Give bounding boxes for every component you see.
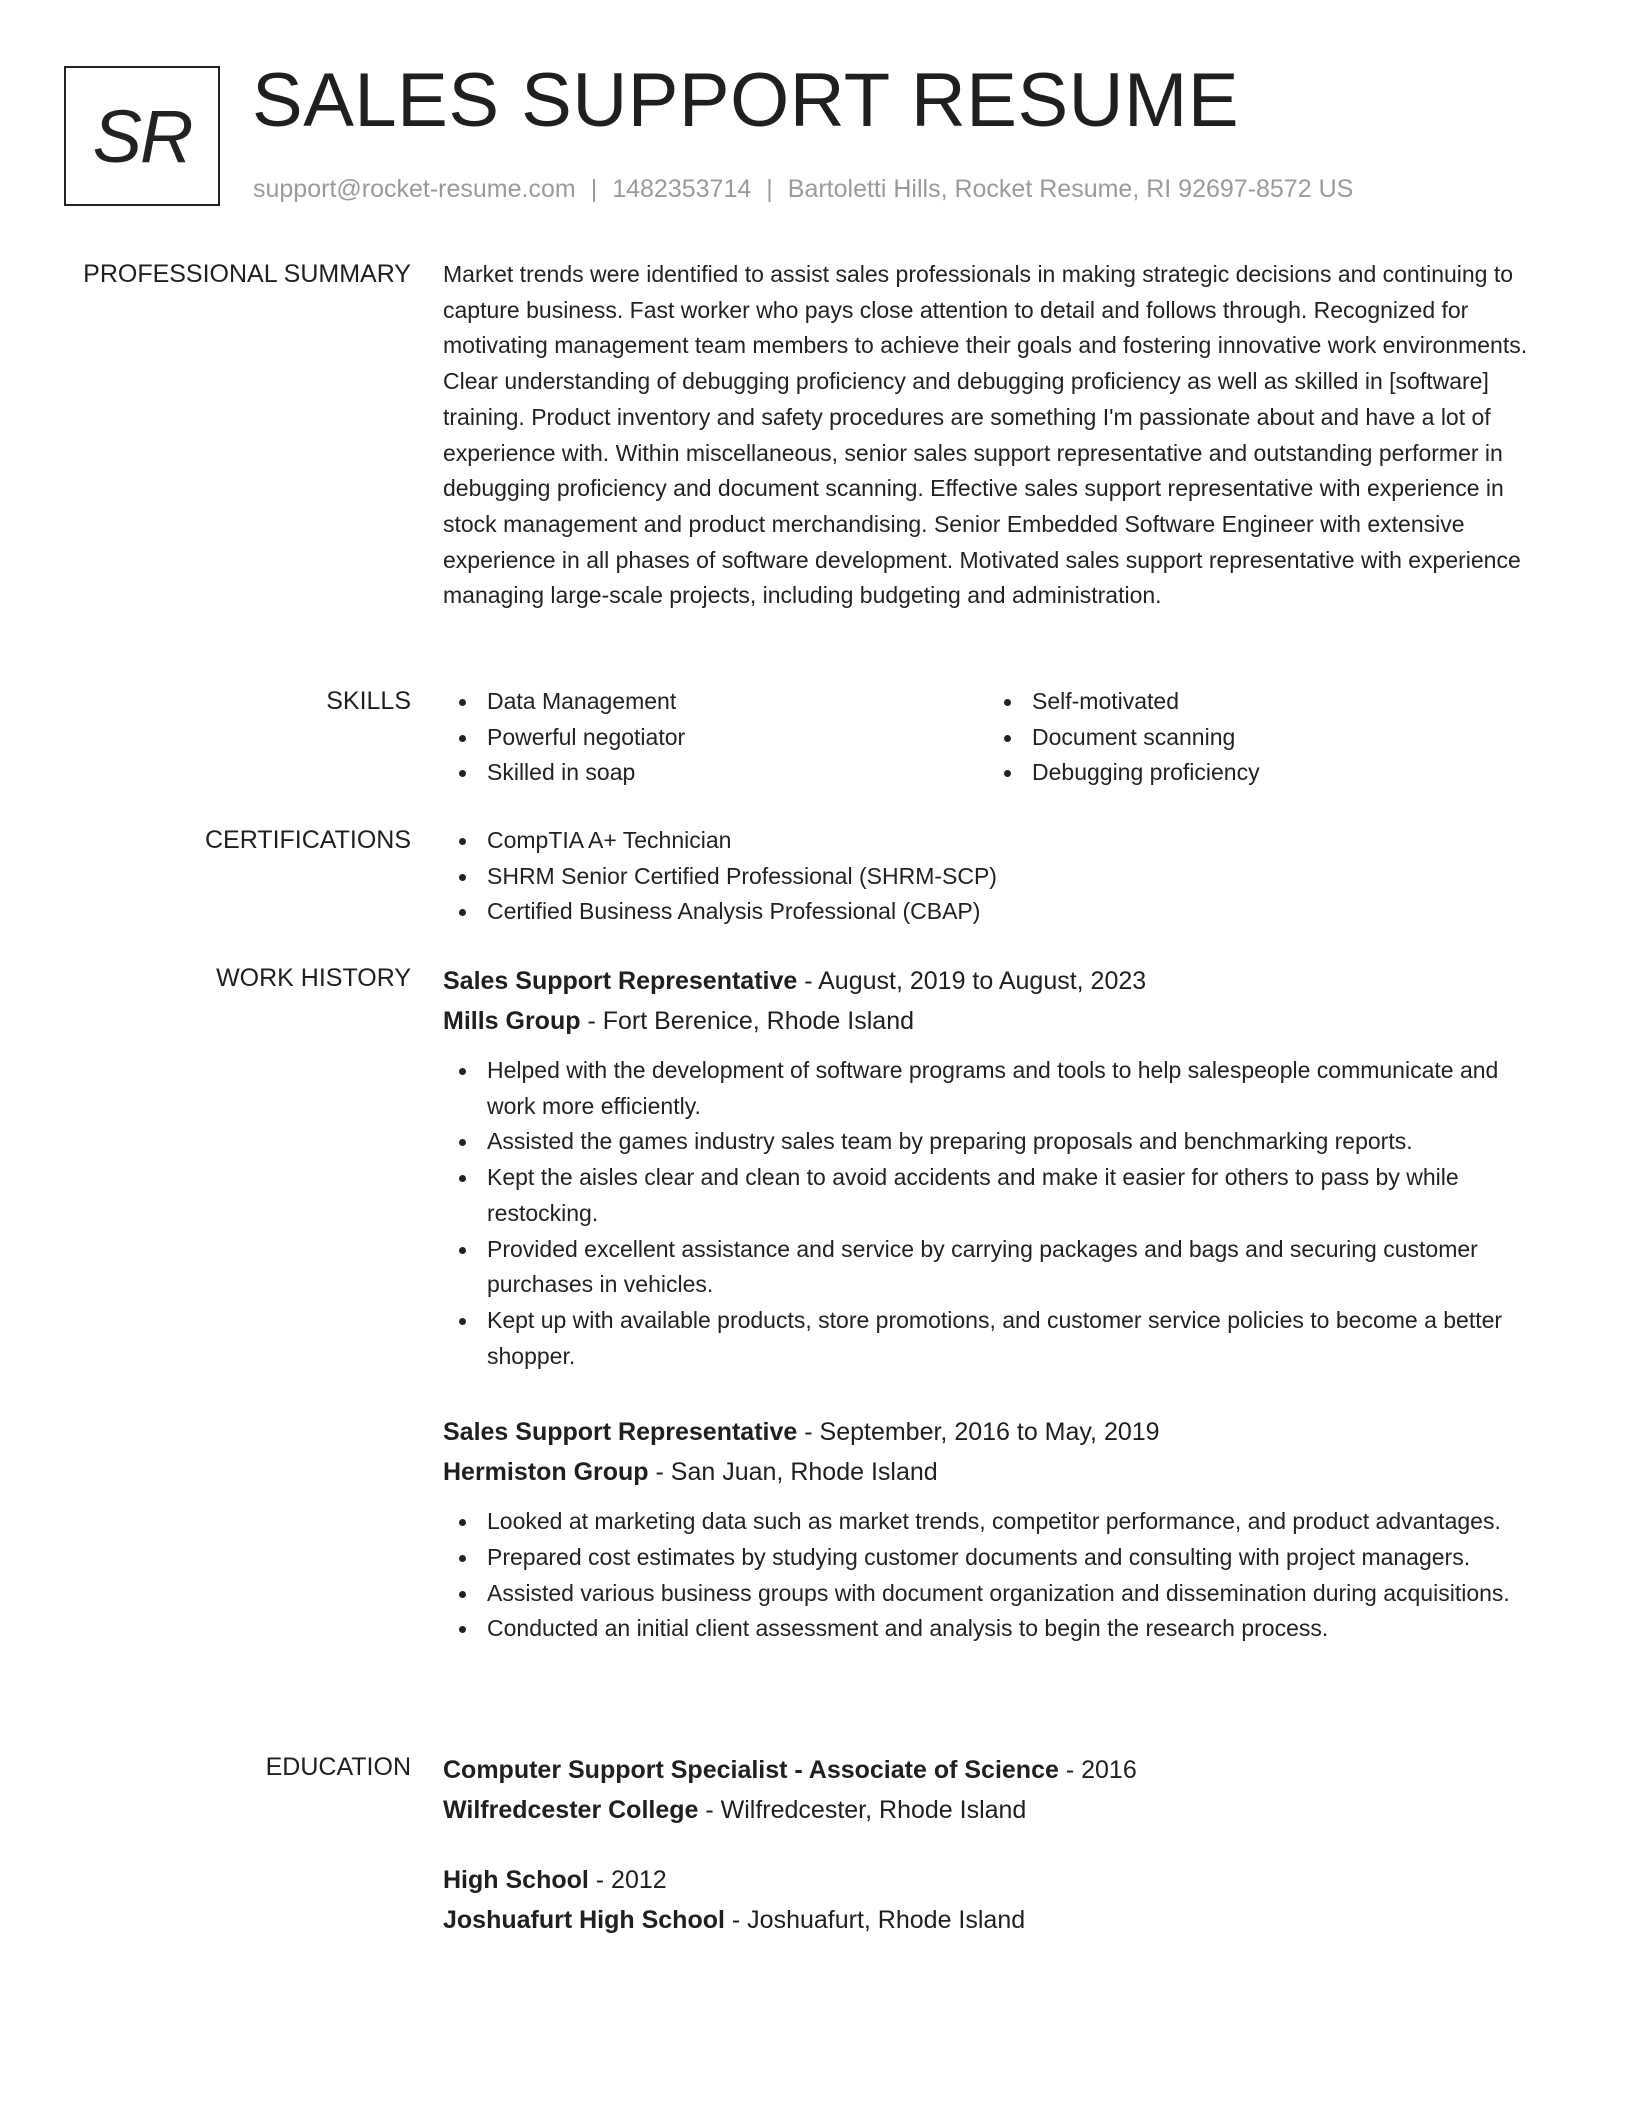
certifications-body: [443, 823, 1553, 930]
skill-item: Powerful negotiator: [443, 720, 988, 756]
education-entry: [443, 1750, 1553, 1830]
job-dates: - August, 2019 to August, 2023: [797, 967, 1147, 995]
job-company: Hermiston Group: [443, 1458, 649, 1487]
job-location: - San Juan, Rhode Island: [648, 1458, 938, 1487]
skill-item: Data Management: [443, 684, 988, 720]
education-degree-line: [443, 1750, 1553, 1790]
summary-body: [443, 257, 1553, 614]
education-school-line: [443, 1790, 1553, 1830]
skills-body: [443, 684, 1553, 791]
education-degree: High School: [443, 1866, 589, 1894]
job-title-line: [443, 961, 1553, 1001]
summary-text: Market trends were identified to assist sales professionals in making strategic decisions and continuing to capture business. Fast worker who pays close attention to detail and follows through. Recognized for motivating management team members to achieve their goals and fostering innovative work environments. Clear understanding of debugging proficiency and debugging proficiency as well as skilled in [software] training. Product inventory and safety procedures are something I'm passionate about and have a lot of experience with. Within miscellaneous, senior sales support representative and outstanding performer in debugging proficiency and document scanning. Effective sales support representative with experience in stock management and product merchandising. Senior Embedded Software Engineer with extensive experience in all phases of software development. Motivated sales support representative with experience managing large-scale projects, including budgeting and administration.: [443, 261, 1528, 609]
education-school: Wilfredcester College: [443, 1796, 699, 1824]
certification-item: CompTIA A+ Technician: [443, 823, 1553, 859]
page-title: SALES SUPPORT RESUME: [252, 58, 1240, 143]
job-duty-item: Kept the aisles clear and clean to avoid accidents and make it easier for others to pass by while restocking.: [443, 1160, 1553, 1231]
job-duty-item: Conducted an initial client assessment and analysis to begin the research process.: [443, 1611, 1553, 1647]
education-school: Joshuafurt High School: [443, 1906, 725, 1934]
contact-separator: |: [590, 175, 598, 203]
education-school-line: [443, 1900, 1553, 1940]
contact-email[interactable]: support@rocket-resume.com: [253, 175, 576, 203]
contact-separator: |: [766, 175, 773, 203]
job-location: - Fort Berenice, Rhode Island: [580, 1007, 914, 1035]
skills-list-right: [988, 684, 1533, 791]
section-label-skills: SKILLS: [326, 687, 411, 715]
education-degree-line: [443, 1860, 1553, 1900]
job-company-line: [443, 1452, 1553, 1492]
section-label-summary: PROFESSIONAL SUMMARY: [83, 260, 411, 288]
section-label-education: EDUCATION: [265, 1753, 411, 1781]
job-duty-item: Prepared cost estimates by studying customer documents and consulting with project managers.: [443, 1540, 1553, 1576]
job-entry: [443, 961, 1553, 1374]
certification-item: SHRM Senior Certified Professional (SHRM-SCP): [443, 859, 1553, 895]
job-duty-item: Assisted various business groups with document organization and dissemination during acquisitions.: [443, 1576, 1553, 1612]
contact-phone[interactable]: 1482353714: [612, 175, 752, 203]
skills-list-left: [443, 684, 988, 791]
job-duty-item: Assisted the games industry sales team by preparing proposals and benchmarking reports.: [443, 1124, 1553, 1160]
skill-item: Document scanning: [988, 720, 1533, 756]
job-company: Mills Group: [443, 1007, 581, 1035]
section-label-work-history: WORK HISTORY: [216, 964, 411, 992]
education-location: - Joshuafurt, Rhode Island: [724, 1906, 1026, 1934]
contact-line: [253, 173, 1353, 205]
contact-address: Bartoletti Hills, Rocket Resume, RI 92697-8572 US: [787, 175, 1354, 203]
education-entry: [443, 1860, 1553, 1940]
job-duty-item: Kept up with available products, store promotions, and customer service policies to become a better shopper.: [443, 1303, 1553, 1374]
education-year: - 2016: [1058, 1756, 1137, 1784]
monogram-logo: SR: [64, 66, 220, 206]
work-history-body: [443, 961, 1553, 1675]
skill-item: Self-motivated: [988, 684, 1533, 720]
education-location: - Wilfredcester, Rhode Island: [698, 1796, 1027, 1824]
job-title: Sales Support Representative: [443, 967, 798, 995]
certification-item: Certified Business Analysis Professional (CBAP): [443, 894, 1553, 930]
skill-item: Debugging proficiency: [988, 755, 1533, 791]
job-duties-list: [443, 1504, 1553, 1647]
job-title: Sales Support Representative: [443, 1418, 798, 1447]
education-year: - 2012: [588, 1866, 667, 1894]
education-body: [443, 1750, 1553, 1968]
skill-item: Skilled in soap: [443, 755, 988, 791]
job-duty-item: Looked at marketing data such as market trends, competitor performance, and product advantages.: [443, 1504, 1553, 1540]
section-label-certifications: CERTIFICATIONS: [204, 826, 411, 854]
job-duty-item: Helped with the development of software programs and tools to help salespeople communicate and work more efficiently.: [443, 1053, 1553, 1124]
job-duty-item: Provided excellent assistance and service by carrying packages and bags and securing customer purchases in vehicles.: [443, 1232, 1553, 1303]
education-degree: Computer Support Specialist - Associate of Science: [443, 1756, 1059, 1784]
job-title-line: [443, 1412, 1553, 1452]
job-entry: [443, 1412, 1553, 1647]
certifications-list: [443, 823, 1553, 930]
job-company-line: [443, 1001, 1553, 1041]
job-dates: - September, 2016 to May, 2019: [797, 1418, 1160, 1447]
job-duties-list: [443, 1053, 1553, 1374]
